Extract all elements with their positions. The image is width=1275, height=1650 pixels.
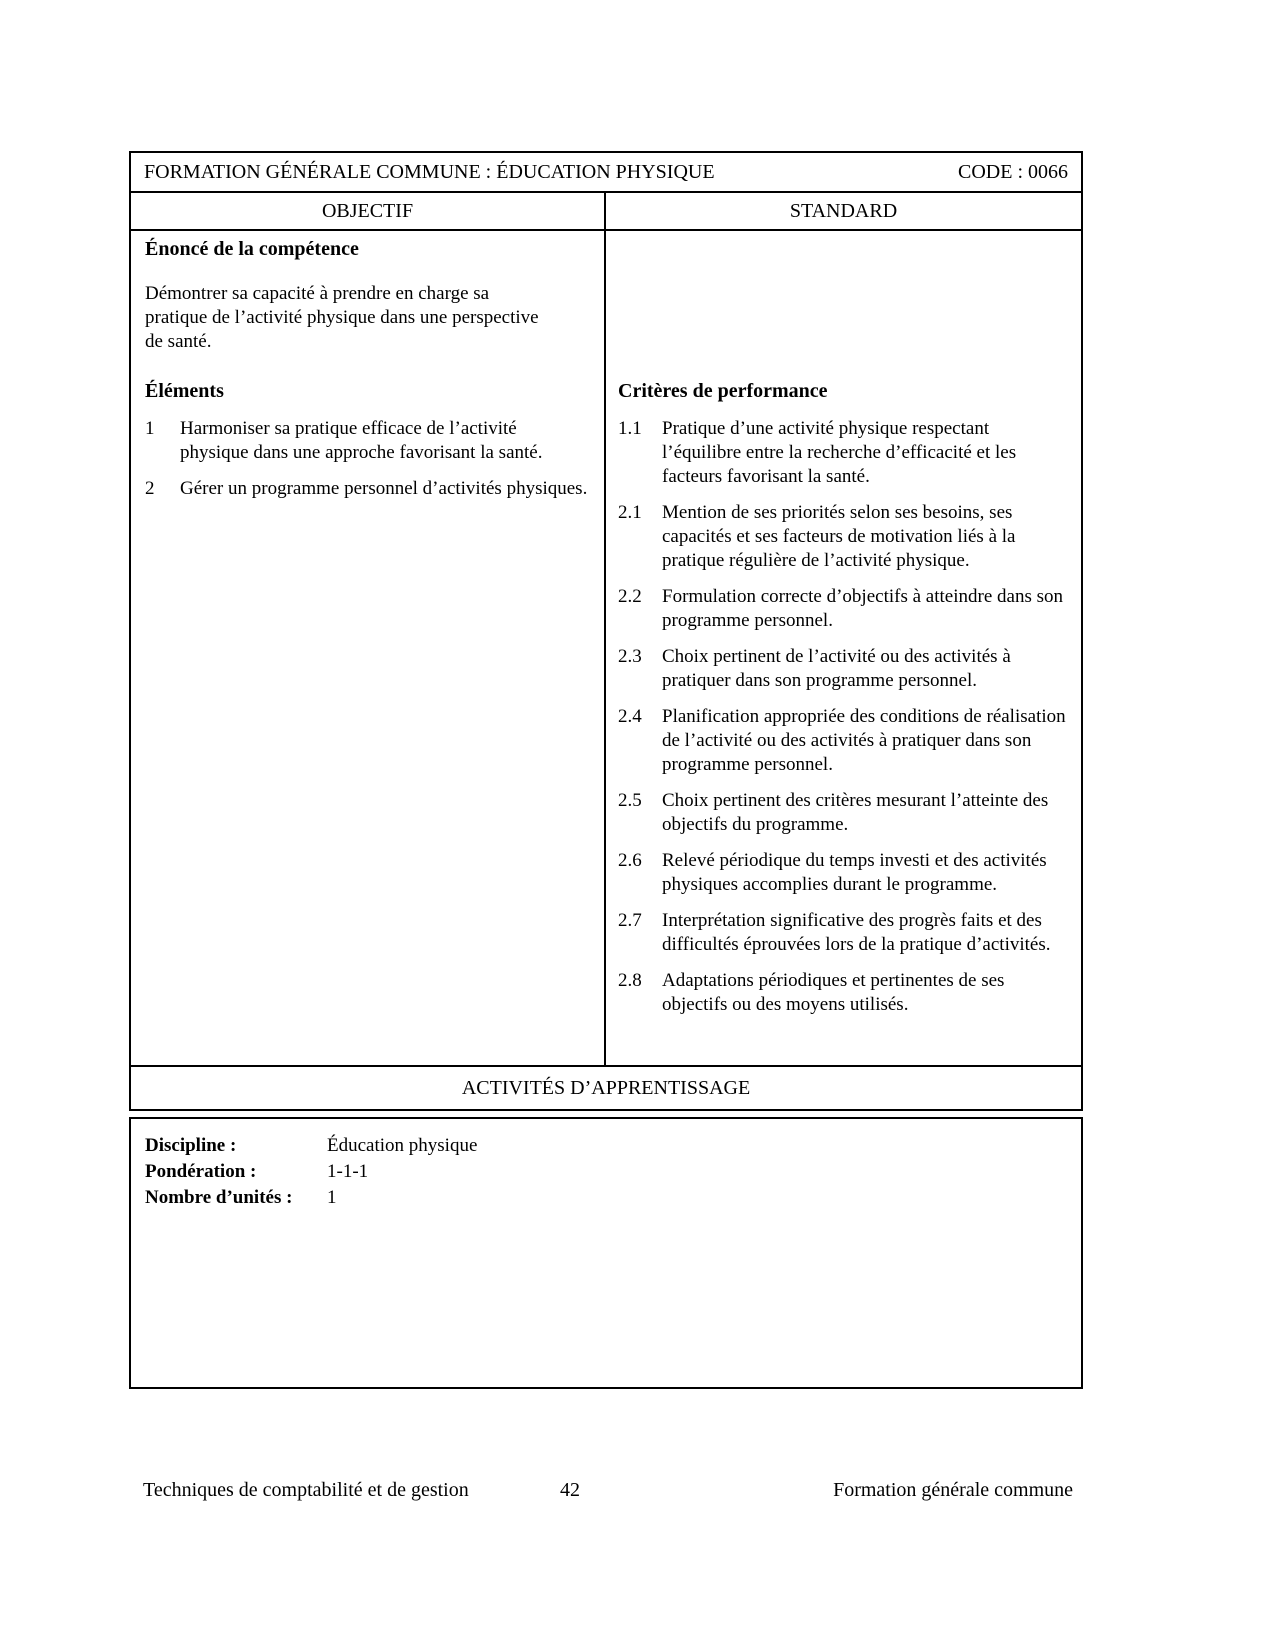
critere-number: 2.6 — [618, 850, 642, 871]
critere-item — [618, 705, 1069, 777]
element-text: Harmoniser sa pratique efficace de l’activité physique dans une approche favorisant la santé. — [180, 418, 543, 463]
column-headers-row — [129, 193, 1083, 231]
critere-item — [618, 849, 1069, 897]
activity-detail-row — [145, 1133, 1067, 1159]
ponderation-value: 1-1-1 — [327, 1161, 369, 1182]
critere-item — [618, 909, 1069, 957]
standard-cell — [606, 231, 1081, 1065]
critere-text: Choix pertinent de l’activité ou des activités à pratiquer dans son programme personnel. — [662, 646, 1011, 691]
critere-number: 1.1 — [618, 418, 642, 439]
activities-heading-row — [129, 1067, 1083, 1111]
unites-label: Nombre d’unités : — [145, 1187, 293, 1208]
critere-item — [618, 585, 1069, 633]
criteres-list — [618, 417, 1069, 1017]
table-content-row — [129, 231, 1083, 1067]
footer-program-name: Techniques de comptabilité et de gestion — [143, 1479, 469, 1501]
activity-detail-row — [145, 1159, 1067, 1185]
critere-text: Interprétation significative des progrès faits et des difficultés éprouvées lors de la pratique d’activités. — [662, 910, 1051, 955]
critere-text: Adaptations périodiques et pertinentes de ses objectifs ou des moyens utilisés. — [662, 970, 1005, 1015]
element-item — [145, 477, 590, 501]
page-number: 42 — [560, 1479, 580, 1501]
discipline-label: Discipline : — [145, 1135, 237, 1156]
critere-number: 2.7 — [618, 910, 642, 931]
critere-item — [618, 789, 1069, 837]
critere-text: Choix pertinent des critères mesurant l’atteinte des objectifs du programme. — [662, 790, 1049, 835]
critere-text: Planification appropriée des conditions de réalisation de l’activité ou des activités à pratiquer dans son programme personnel. — [662, 706, 1066, 775]
critere-number: 2.8 — [618, 970, 642, 991]
course-outline-table — [129, 151, 1083, 1389]
document-title: FORMATION GÉNÉRALE COMMUNE : ÉDUCATION PHYSIQUE — [144, 161, 715, 183]
footer-section-name: Formation générale commune — [833, 1479, 1073, 1501]
discipline-value: Éducation physique — [327, 1135, 478, 1156]
objectif-cell — [131, 231, 606, 1065]
standard-column-header: STANDARD — [789, 200, 898, 222]
element-item — [145, 417, 590, 465]
element-number: 1 — [145, 418, 155, 439]
critere-text: Mention de ses priorités selon ses besoins, ses capacités et ses facteurs de motivation liés à la pratique régulière de l’activité physique. — [662, 502, 1016, 571]
objectif-column-header: OBJECTIF — [131, 193, 606, 229]
elements-heading: Éléments — [145, 380, 224, 402]
course-code: CODE : 0066 — [958, 161, 1068, 183]
critere-text: Pratique d’une activité physique respectant l’équilibre entre la recherche d’efficacité et les facteurs favorisant la santé. — [662, 418, 1017, 487]
element-text: Gérer un programme personnel d’activités physiques. — [180, 478, 588, 499]
activity-detail-row — [145, 1185, 1067, 1211]
critere-text: Formulation correcte d’objectifs à atteindre dans son programme personnel. — [662, 586, 1063, 631]
table-title-row — [129, 151, 1083, 193]
critere-text: Relevé périodique du temps investi et des activités physiques accomplies durant le programme. — [662, 850, 1047, 895]
element-number: 2 — [145, 478, 155, 499]
critere-number: 2.3 — [618, 646, 642, 667]
ponderation-label: Pondération : — [145, 1161, 257, 1182]
activities-details-box — [129, 1117, 1083, 1389]
critere-number: 2.4 — [618, 706, 642, 727]
elements-list — [145, 417, 590, 501]
critere-item — [618, 417, 1069, 489]
critere-number: 2.1 — [618, 502, 642, 523]
critere-item — [618, 645, 1069, 693]
critere-number: 2.2 — [618, 586, 642, 607]
activities-heading: ACTIVITÉS D’APPRENTISSAGE — [461, 1077, 751, 1099]
critere-number: 2.5 — [618, 790, 642, 811]
unites-value: 1 — [327, 1187, 337, 1208]
enonce-heading: Énoncé de la compétence — [145, 238, 359, 260]
criteres-heading: Critères de performance — [618, 380, 828, 402]
critere-item — [618, 501, 1069, 573]
critere-item — [618, 969, 1069, 1017]
enonce-text: Démontrer sa capacité à prendre en charge sa pratique de l’activité physique dans une perspective de santé. — [145, 283, 539, 352]
